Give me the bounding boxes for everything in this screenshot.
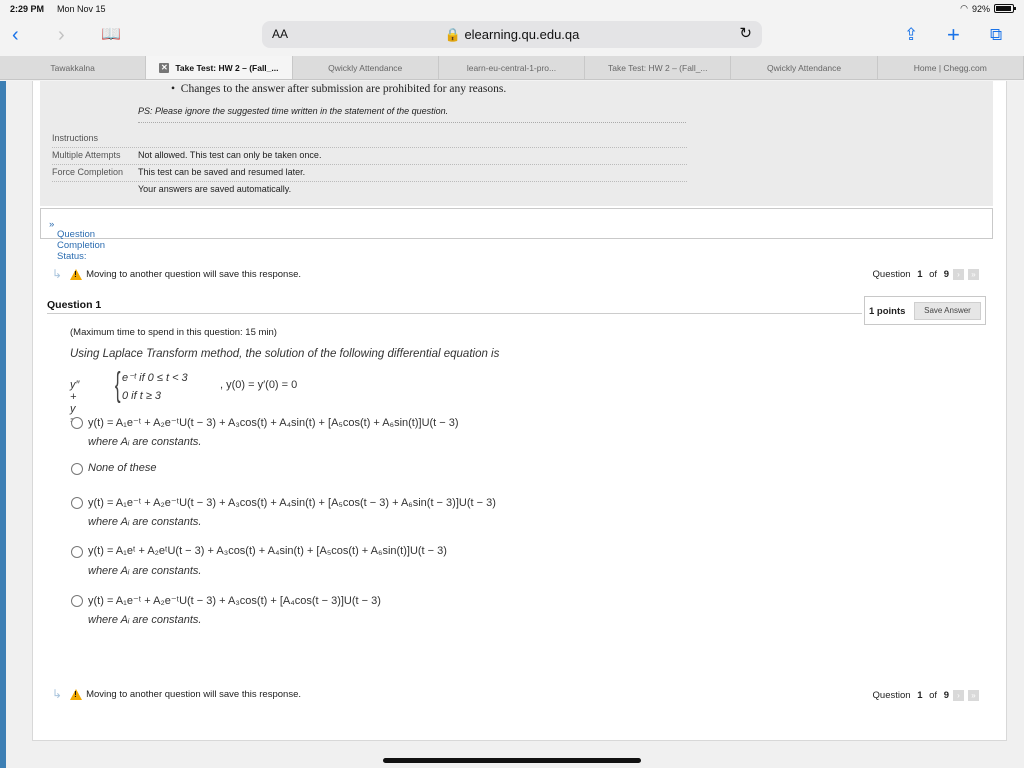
qnav-of: of bbox=[929, 269, 938, 280]
option-note: where Aᵢ are constants. bbox=[88, 436, 202, 448]
tab-label: learn-eu-central-1-pro... bbox=[466, 62, 557, 73]
divider bbox=[52, 181, 687, 182]
status-right bbox=[960, 3, 1014, 14]
save-warning-bottom bbox=[52, 687, 301, 701]
home-indicator[interactable] bbox=[383, 758, 641, 763]
question-prompt: Using Laplace Transform method, the solution of the following differential equation is bbox=[70, 348, 500, 360]
question-nav-top bbox=[873, 269, 979, 280]
bookmarks-icon[interactable]: 📖 bbox=[101, 26, 121, 43]
text-size-button[interactable]: AA bbox=[272, 27, 289, 41]
tab-tawakkalna[interactable] bbox=[0, 56, 146, 79]
case-2: 0 if t ≥ 3 bbox=[122, 390, 162, 402]
page bbox=[0, 81, 1024, 768]
return-arrow-icon: ↳ bbox=[52, 267, 63, 281]
return-arrow-icon: ↳ bbox=[52, 687, 63, 701]
option-note: where Aᵢ are constants. bbox=[88, 565, 202, 577]
points-box bbox=[864, 296, 986, 325]
divider bbox=[47, 313, 862, 314]
max-time-note: (Maximum time to spend in this question: 15 min) bbox=[70, 327, 277, 338]
address-bar[interactable] bbox=[262, 21, 762, 48]
tab-label: Qwickly Attendance bbox=[328, 62, 403, 73]
option-text: y(t) = A₁e⁻ᵗ + A₂e⁻ᵗU(t − 3) + A₃cos(t) + A₄sin(t) + [A₅cos(t − 3) + A₆sin(t − 3)]U(t − 3) bbox=[88, 497, 496, 509]
ps-note: PS: Please ignore the suggested time written in the statement of the question. bbox=[138, 106, 449, 116]
equation-lhs: y″ + y bbox=[70, 379, 80, 415]
url-display[interactable] bbox=[262, 27, 762, 43]
last-question-icon[interactable]: » bbox=[968, 690, 979, 701]
option-text: None of these bbox=[88, 462, 157, 474]
tab-qwickly-attendance[interactable] bbox=[293, 56, 439, 79]
instructions-label bbox=[52, 133, 138, 143]
option-4-radio[interactable] bbox=[71, 546, 83, 558]
status-time: 2:29 PM bbox=[10, 4, 45, 14]
reload-icon[interactable]: ↻ bbox=[739, 25, 752, 42]
save-answer-button[interactable]: Save Answer bbox=[914, 302, 981, 320]
tab-label: Take Test: HW 2 – (Fall_... bbox=[175, 62, 279, 73]
back-icon[interactable]: ‹ bbox=[12, 24, 19, 46]
tab-label: Home | Chegg.com bbox=[913, 62, 987, 73]
tab-label: Tawakkalna bbox=[50, 62, 95, 73]
option-note: where Aᵢ are constants. bbox=[88, 516, 202, 528]
battery-icon bbox=[994, 4, 1014, 13]
option-text: y(t) = A₁e⁻ᵗ + A₂e⁻ᵗU(t − 3) + A₃cos(t) + [A₄cos(t − 3)]U(t − 3) bbox=[88, 595, 381, 607]
tab-chegg[interactable] bbox=[878, 56, 1024, 79]
option-2-radio[interactable] bbox=[71, 463, 83, 475]
share-icon[interactable]: ⇪ bbox=[904, 25, 919, 44]
wifi-icon: ◠ bbox=[960, 3, 968, 13]
qnav-total: 9 bbox=[943, 690, 949, 701]
divider bbox=[138, 122, 686, 123]
warning-text: Moving to another question will save this response. bbox=[86, 268, 301, 280]
battery-percent: 92% bbox=[971, 3, 990, 14]
option-3-radio[interactable] bbox=[71, 497, 83, 509]
tabs-overview-icon[interactable]: ⧉ bbox=[990, 25, 1003, 44]
qnav-total: 9 bbox=[943, 269, 949, 280]
tab-label: Qwickly Attendance bbox=[766, 62, 842, 73]
initial-conditions: , y(0) = y′(0) = 0 bbox=[220, 379, 298, 391]
question-title: Question 1 bbox=[47, 299, 102, 311]
force-completion-key: Force Completion bbox=[52, 167, 124, 177]
tab-take-test-2[interactable] bbox=[585, 56, 731, 79]
tab-strip bbox=[0, 56, 1024, 80]
instructions-key: Instructions bbox=[52, 133, 99, 143]
save-warning-top bbox=[52, 267, 301, 281]
qnav-of: of bbox=[929, 690, 938, 701]
new-tab-icon[interactable]: + bbox=[947, 22, 960, 47]
qnav-prefix: Question bbox=[872, 269, 911, 280]
force-completion-value: This test can be saved and resumed later. bbox=[138, 167, 306, 177]
qnav-prefix: Question bbox=[872, 690, 911, 701]
browser-toolbar bbox=[0, 18, 1024, 54]
autosave-row bbox=[52, 184, 291, 194]
last-question-icon[interactable]: » bbox=[968, 269, 979, 280]
instruction-bullet: • Changes to the answer after submission are prohibited for any reasons. bbox=[171, 83, 507, 95]
autosave-text: Your answers are saved automatically. bbox=[138, 184, 292, 194]
option-text: y(t) = A₁eᵗ + A₂eᵗU(t − 3) + A₃cos(t) + A₄sin(t) + [A₅cos(t) + A₆sin(t)]U(t − 3) bbox=[88, 545, 447, 557]
divider bbox=[52, 147, 687, 148]
bullet-text: Changes to the answer after submission are prohibited for any reasons. bbox=[180, 83, 507, 95]
tab-qwickly-attendance-2[interactable] bbox=[731, 56, 877, 79]
question-nav-bottom bbox=[873, 690, 979, 701]
multiple-attempts-key: Multiple Attempts bbox=[52, 150, 121, 160]
left-accent-bar bbox=[0, 81, 6, 768]
device-status-bar bbox=[0, 0, 1024, 18]
option-note: where Aᵢ are constants. bbox=[88, 614, 202, 626]
case-1: e⁻ᵗ if 0 ≤ t < 3 bbox=[122, 372, 188, 384]
tab-learn-eu[interactable] bbox=[439, 56, 585, 79]
status-date: Mon Nov 15 bbox=[57, 4, 106, 14]
option-5-radio[interactable] bbox=[71, 595, 83, 607]
instructions-panel bbox=[40, 81, 993, 206]
forward-icon[interactable]: › bbox=[58, 24, 65, 46]
close-tab-icon[interactable]: ✕ bbox=[160, 62, 168, 72]
qnav-current: 1 bbox=[917, 269, 923, 280]
completion-status-label: Question Completion Status: bbox=[57, 229, 106, 262]
warning-text: Moving to another question will save this response. bbox=[86, 688, 301, 700]
question-completion-status[interactable] bbox=[40, 208, 993, 262]
next-question-icon[interactable]: › bbox=[953, 690, 964, 701]
piecewise-brace: { bbox=[114, 366, 121, 404]
url-text: elearning.qu.edu.qa bbox=[464, 27, 580, 42]
completion-status-toggle[interactable]: » Question Completion Status: bbox=[49, 219, 106, 262]
next-question-icon[interactable]: › bbox=[953, 269, 964, 280]
warning-icon bbox=[70, 269, 82, 280]
multiple-attempts-row bbox=[52, 150, 321, 160]
option-text: y(t) = A₁e⁻ᵗ + A₂e⁻ᵗU(t − 3) + A₃cos(t) + A₄sin(t) + [A₅cos(t) + A₆sin(t)]U(t − 3) bbox=[88, 417, 459, 429]
tab-take-test-active[interactable] bbox=[146, 56, 292, 79]
force-completion-row bbox=[52, 167, 305, 177]
points-value: 1 points bbox=[869, 306, 906, 317]
option-1-radio[interactable] bbox=[71, 417, 83, 429]
lock-icon: 🔒 bbox=[444, 27, 461, 42]
qnav-current: 1 bbox=[917, 690, 923, 701]
tab-label: Take Test: HW 2 – (Fall_... bbox=[608, 62, 708, 73]
divider bbox=[52, 164, 687, 165]
multiple-attempts-value: Not allowed. This test can only be taken once. bbox=[138, 150, 322, 160]
warning-icon bbox=[70, 689, 82, 700]
